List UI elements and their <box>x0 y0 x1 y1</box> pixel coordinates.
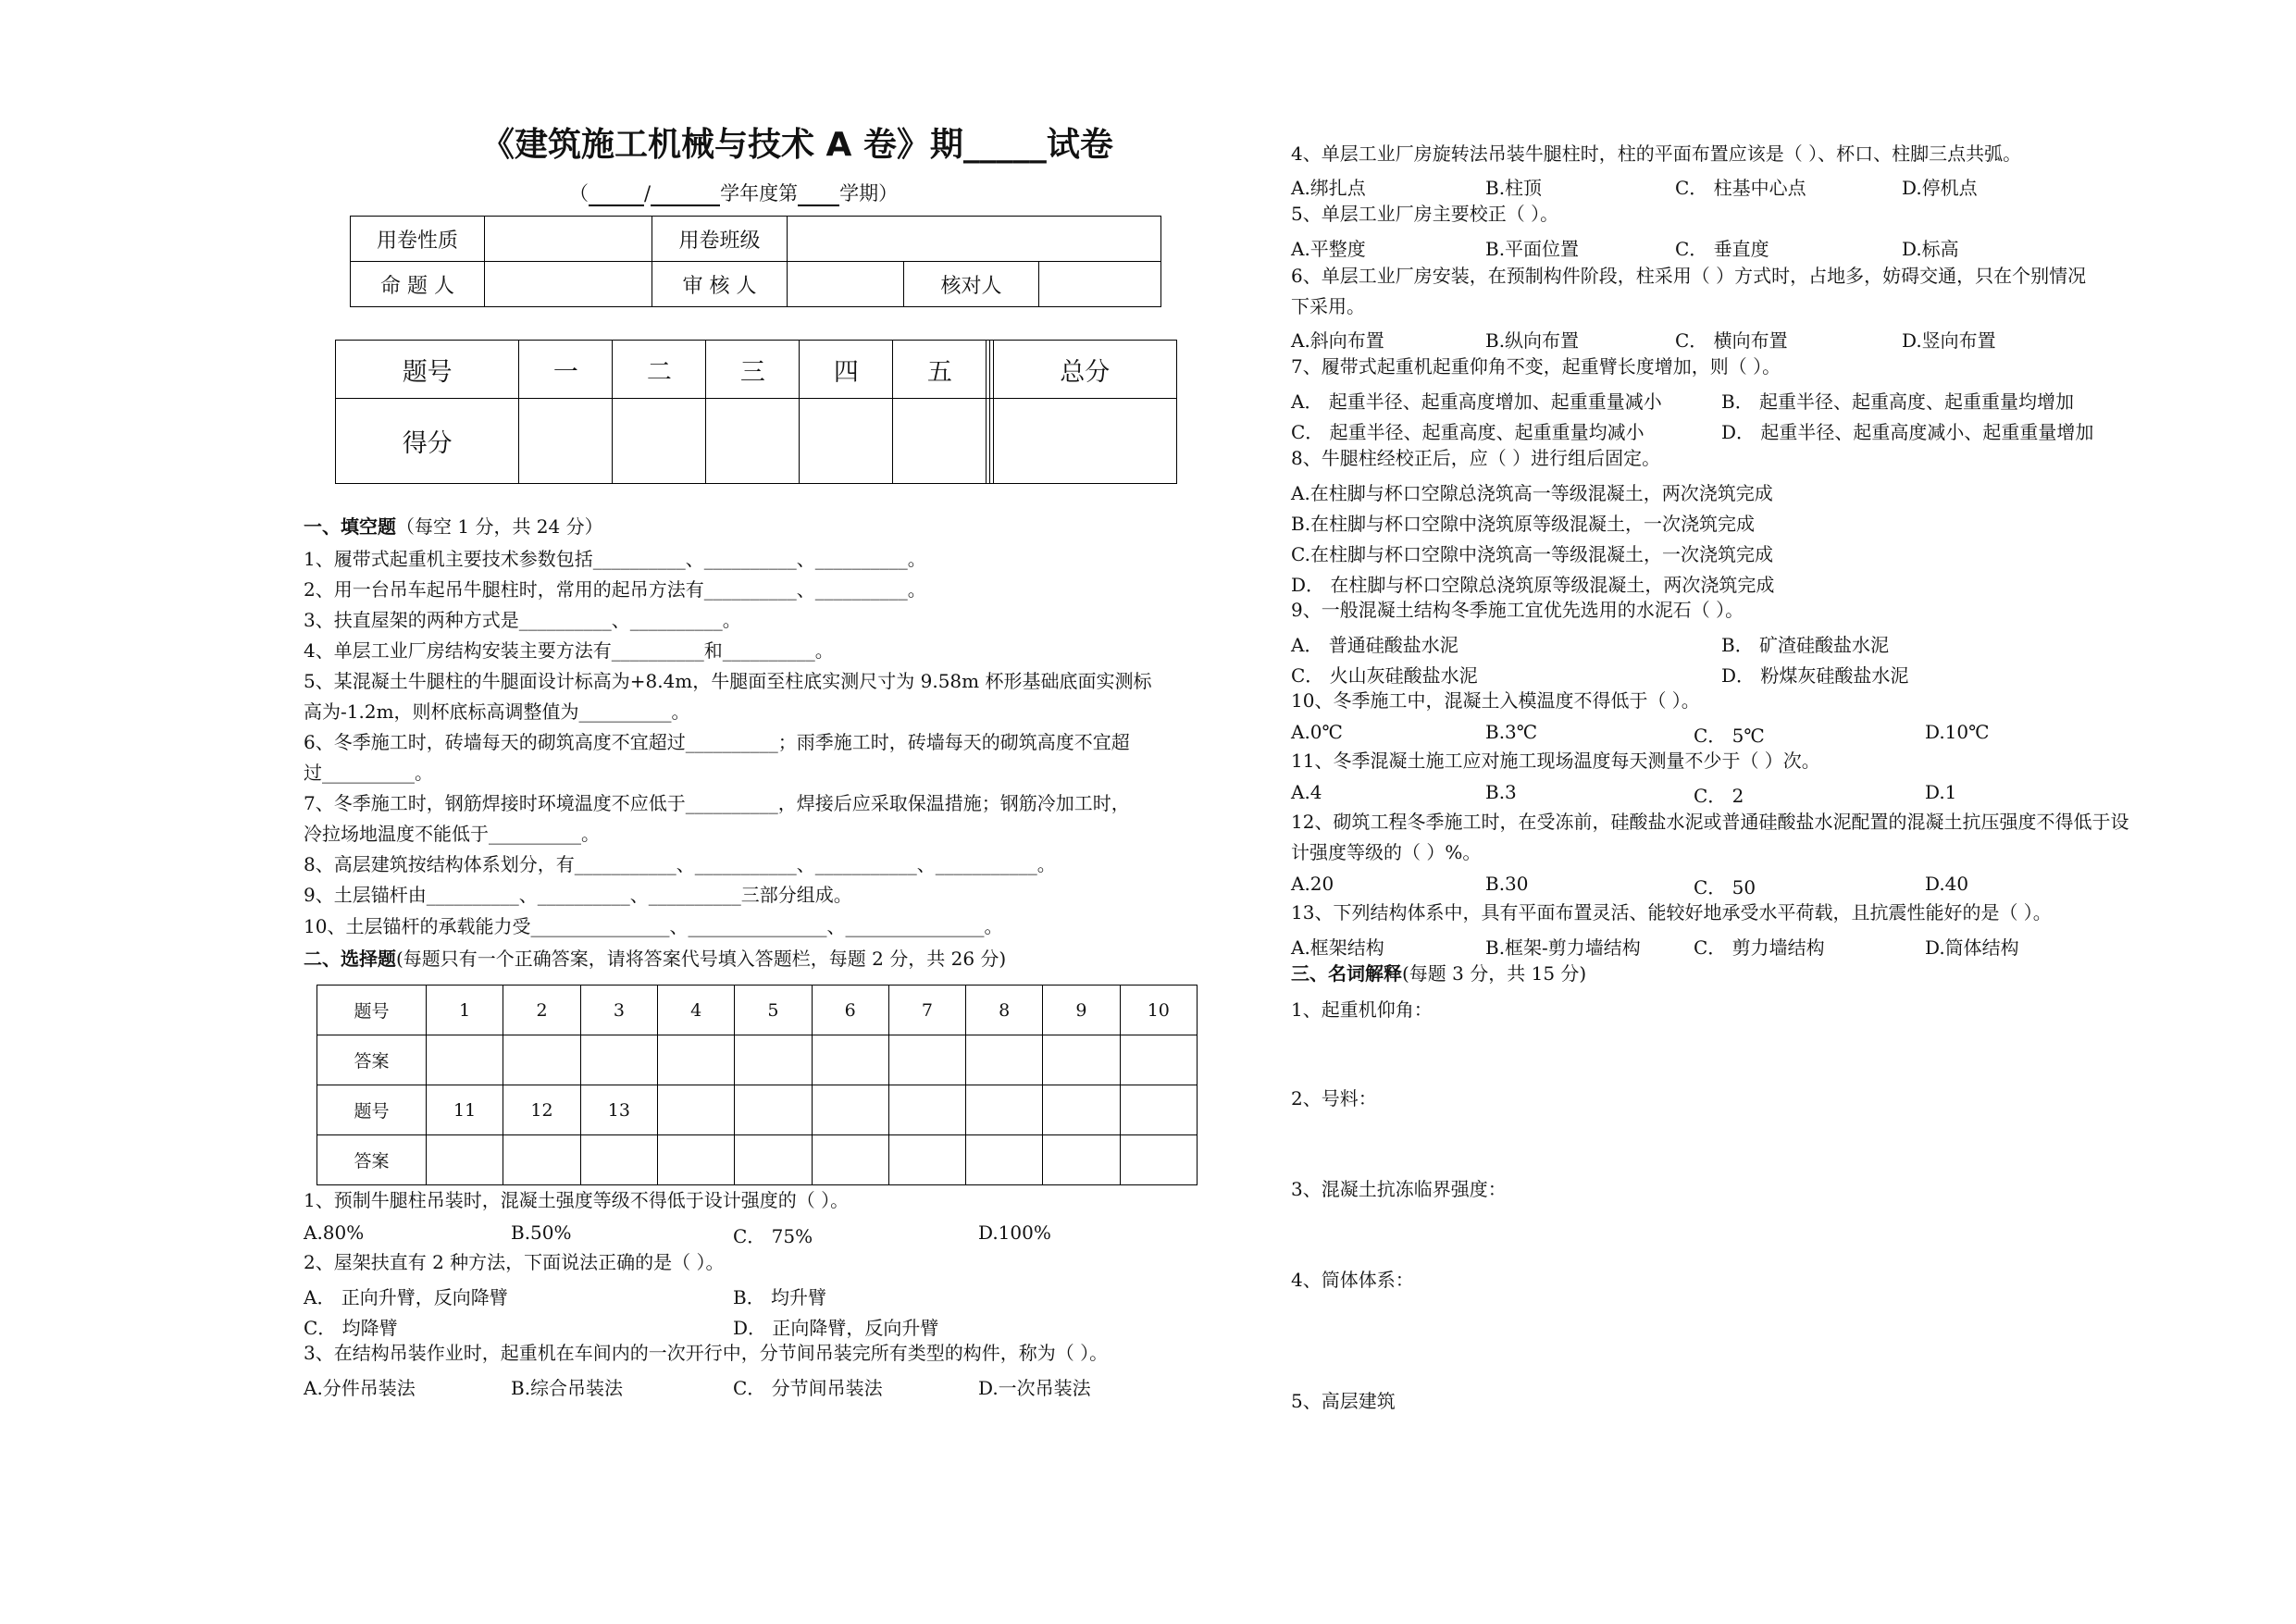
answer-cell[interactable] <box>735 1035 812 1085</box>
option: B.3 <box>1485 781 1517 803</box>
fill-in-item: 9、土层锚杆由__________、__________、__________三部分组成。 <box>304 884 852 906</box>
answer-cell[interactable] <box>426 1035 503 1085</box>
fill-in-item: 3、扶直屋架的两种方式是__________、__________。 <box>304 609 741 631</box>
score-head: 题号 <box>336 341 519 399</box>
option: B.在柱脚与杯口空隙中浇筑原等级混凝土，一次浇筑完成 <box>1291 513 1756 535</box>
question: 2、屋架扶直有 2 种方法，下面说法正确的是（ ）。 <box>304 1251 725 1273</box>
option: A.斜向布置 <box>1291 329 1384 352</box>
term-item: 4、筒体体系： <box>1291 1269 1414 1291</box>
option: C． 垂直度 <box>1675 238 1769 260</box>
question-cont: 下采用。 <box>1291 295 1365 317</box>
answer-cell[interactable] <box>1043 1035 1120 1085</box>
term-item: 5、高层建筑 <box>1291 1390 1396 1412</box>
option: B.50% <box>511 1221 572 1244</box>
fill-in-item: 10、土层锚杆的承载能力受_______________、_______________、_______________。 <box>304 915 1003 937</box>
score-cell[interactable] <box>993 399 1176 484</box>
question: 13、下列结构体系中，具有平面布置灵活、能较好地承受水平荷载，且抗震性能好的是（ ）。 <box>1291 901 2052 924</box>
section-note: （每空 1 分，共 24 分） <box>396 515 603 538</box>
fill-in-item: 高为-1.2m，则杯底标高调整值为__________。 <box>304 700 690 723</box>
question: 1、预制牛腿柱吊装时，混凝土强度等级不得低于设计强度的（ ）。 <box>304 1189 850 1211</box>
answer-cell[interactable] <box>966 1035 1043 1085</box>
question-number-cell: 11 <box>426 1085 503 1135</box>
option: C.在柱脚与杯口空隙中浇筑高一等级混凝土，一次浇筑完成 <box>1291 543 1773 565</box>
question: 6、单层工业厂房安装，在预制构件阶段，柱采用（ ）方式时，占地多，妨碍交通，只在个别情况 <box>1291 265 2087 287</box>
answer-cell[interactable] <box>658 1035 735 1085</box>
answer-row-label: 答案 <box>317 1035 427 1085</box>
answer-cell[interactable] <box>812 1135 888 1185</box>
section-heading: 一、填空题 <box>304 515 396 538</box>
section-choice <box>304 946 1006 972</box>
question-number-cell: 13 <box>580 1085 657 1135</box>
info-input-cell[interactable] <box>788 217 1161 262</box>
score-cell[interactable] <box>706 399 800 484</box>
option: A.平整度 <box>1291 238 1366 260</box>
option: C． 5℃ <box>1694 725 1765 747</box>
fill-in-item: 4、单层工业厂房结构安装主要方法有__________和__________。 <box>304 639 834 662</box>
answer-cell[interactable] <box>503 1035 580 1085</box>
score-head: 总分 <box>993 341 1176 399</box>
score-head: 三 <box>706 341 800 399</box>
question-number-cell: 6 <box>812 986 888 1035</box>
option: A． 起重半径、起重高度增加、起重重量减小 <box>1291 391 1662 413</box>
fill-in-item: 2、用一台吊车起吊牛腿柱时，常用的起吊方法有__________、__________。 <box>304 578 926 601</box>
section-heading: 二、选择题 <box>304 948 396 970</box>
answer-cell[interactable] <box>1043 1135 1120 1185</box>
question-number-cell <box>735 1085 812 1135</box>
answer-row-label: 题号 <box>317 1085 427 1135</box>
question-number-cell <box>812 1085 888 1135</box>
answer-cell[interactable] <box>580 1035 657 1085</box>
option: B.30 <box>1485 873 1529 895</box>
question-number-cell: 8 <box>966 986 1043 1035</box>
option: C． 均降臂 <box>304 1317 398 1339</box>
answer-cell[interactable] <box>426 1135 503 1185</box>
option: D.筒体结构 <box>1925 936 2019 959</box>
question: 12、砌筑工程冬季施工时，在受冻前，硅酸盐水泥或普通硅酸盐水泥配置的混凝土抗压强度不得低于设 <box>1291 811 2129 833</box>
question-number-cell <box>1043 1085 1120 1135</box>
option: B． 起重半径、起重高度、起重重量均增加 <box>1721 391 2075 413</box>
question-number-cell: 4 <box>658 986 735 1035</box>
answer-row-label: 题号 <box>317 986 427 1035</box>
score-table <box>335 340 1177 484</box>
option: D.标高 <box>1902 238 1959 260</box>
exam-title: 《建筑施工机械与技术 A 卷》期_____试卷 <box>481 126 1113 164</box>
option: D.40 <box>1925 873 1969 895</box>
answer-row-label: 答案 <box>317 1135 427 1185</box>
info-cell: 命 题 人 <box>351 262 485 307</box>
section-note: (每题 3 分，共 15 分) <box>1402 962 1587 985</box>
option: A． 普通硅酸盐水泥 <box>1291 634 1458 656</box>
score-label: 得分 <box>336 399 519 484</box>
option: B.柱顶 <box>1485 177 1543 199</box>
option: C． 分节间吊装法 <box>733 1377 883 1399</box>
question-number-cell: 9 <box>1043 986 1120 1035</box>
fill-in-item: 冷拉场地温度不能低于__________。 <box>304 823 600 845</box>
info-cell: 审 核 人 <box>652 262 788 307</box>
question-number-cell <box>1120 1085 1197 1135</box>
question-number-cell: 12 <box>503 1085 580 1135</box>
info-input-cell[interactable] <box>485 262 652 307</box>
info-input-cell[interactable] <box>788 262 904 307</box>
fill-in-item: 6、冬季施工时，砖墙每天的砌筑高度不宜超过__________；雨季施工时，砖墙每天的砌筑高度不宜超 <box>304 731 1130 753</box>
answer-table <box>316 985 1198 1185</box>
option: D． 正向降臂，反向升臂 <box>733 1317 939 1339</box>
question-number-cell: 10 <box>1120 986 1197 1035</box>
option: D.停机点 <box>1902 177 1978 199</box>
option: C． 剪力墙结构 <box>1694 936 1825 959</box>
option: C． 火山灰硅酸盐水泥 <box>1291 664 1478 687</box>
option: B.纵向布置 <box>1485 329 1580 352</box>
option: B． 均升臂 <box>733 1286 827 1308</box>
score-head: 五 <box>893 341 987 399</box>
option: D． 在柱脚与杯口空隙总浇筑原等级混凝土，两次浇筑完成 <box>1291 574 1775 596</box>
term-item: 2、号料： <box>1291 1087 1377 1110</box>
answer-cell[interactable] <box>1120 1135 1197 1185</box>
option: C． 75% <box>733 1225 813 1247</box>
option: A.80% <box>304 1221 365 1244</box>
answer-cell[interactable] <box>735 1135 812 1185</box>
section-heading: 三、名词解释 <box>1291 962 1402 985</box>
option: C． 起重半径、起重高度、起重重量均减小 <box>1291 421 1644 443</box>
option: C． 50 <box>1694 876 1756 899</box>
info-input-cell[interactable] <box>485 217 652 262</box>
option: B.平面位置 <box>1485 238 1580 260</box>
score-cell[interactable] <box>800 399 893 484</box>
fill-in-item: 7、冬季施工时，钢筋焊接时环境温度不应低于__________，焊接后应采取保温措施；钢筋冷加工时， <box>304 792 1130 814</box>
section-fill-in <box>304 514 603 539</box>
option: B.3℃ <box>1485 721 1538 743</box>
answer-cell[interactable] <box>658 1135 735 1185</box>
option: D.1 <box>1925 781 1957 803</box>
question-number-cell: 1 <box>426 986 503 1035</box>
option: D.一次吊装法 <box>978 1377 1091 1399</box>
info-cell: 核对人 <box>904 262 1039 307</box>
fill-in-item: 8、高层建筑按结构体系划分，有___________、___________、___________、___________。 <box>304 853 1056 875</box>
question: 4、单层工业厂房旋转法吊装牛腿柱时，柱的平面布置应该是（ ）、杯口、柱脚三点共弧。 <box>1291 143 2022 165</box>
info-input-cell[interactable] <box>1039 262 1161 307</box>
question: 7、履带式起重机起重仰角不变，起重臂长度增加，则（ ）。 <box>1291 355 1781 378</box>
fill-in-item: 过__________。 <box>304 762 433 784</box>
option: C． 2 <box>1694 785 1744 807</box>
answer-cell[interactable] <box>966 1135 1043 1185</box>
score-cell[interactable] <box>519 399 613 484</box>
option: D． 粉煤灰硅酸盐水泥 <box>1721 664 1909 687</box>
option: C． 柱基中心点 <box>1675 177 1806 199</box>
question: 9、一般混凝土结构冬季施工宜优先选用的水泥石（ ）。 <box>1291 599 1744 621</box>
option: B.综合吊装法 <box>511 1377 624 1399</box>
score-head: 一 <box>519 341 613 399</box>
fill-in-item: 1、履带式起重机主要技术参数包括__________、__________、__________。 <box>304 548 926 570</box>
option: C． 横向布置 <box>1675 329 1788 352</box>
term-item: 1、起重机仰角： <box>1291 998 1433 1021</box>
question: 10、冬季施工中，混凝土入模温度不得低于（ ）。 <box>1291 689 1700 712</box>
info-cell: 用卷性质 <box>351 217 485 262</box>
exam-subtitle: （ / 学年度第 学期） <box>569 182 899 205</box>
answer-cell[interactable] <box>580 1135 657 1185</box>
option: A.框架结构 <box>1291 936 1384 959</box>
score-cell[interactable] <box>893 399 987 484</box>
question-number-cell: 3 <box>580 986 657 1035</box>
question-number-cell <box>966 1085 1043 1135</box>
option: B.框架-剪力墙结构 <box>1485 936 1641 959</box>
score-cell[interactable] <box>613 399 706 484</box>
option: A.绑扎点 <box>1291 177 1366 199</box>
info-cell: 用卷班级 <box>652 217 788 262</box>
score-head: 四 <box>800 341 893 399</box>
option: A.4 <box>1291 781 1322 803</box>
term-item: 3、混凝土抗冻临界强度： <box>1291 1178 1507 1200</box>
answer-cell[interactable] <box>888 1135 965 1185</box>
option: D.100% <box>978 1221 1051 1244</box>
fill-in-item: 5、某混凝土牛腿柱的牛腿面设计标高为+8.4m，牛腿面至柱底实测尺寸为 9.58m 杯形基础底面实测标 <box>304 670 1152 692</box>
section-note: (每题只有一个正确答案，请将答案代号填入答题栏，每题 2 分，共 26 分) <box>396 948 1007 970</box>
option: D.竖向布置 <box>1902 329 1996 352</box>
option: A.分件吊装法 <box>304 1377 416 1399</box>
section-terms <box>1291 961 1586 986</box>
option: A.0℃ <box>1291 721 1343 743</box>
answer-cell[interactable] <box>503 1135 580 1185</box>
answer-cell[interactable] <box>1120 1035 1197 1085</box>
question-number-cell <box>658 1085 735 1135</box>
option: A.20 <box>1291 873 1334 895</box>
question: 3、在结构吊装作业时，起重机在车间内的一次开行中，分节间吊装完所有类型的构件，称为（ ）。 <box>304 1342 1109 1364</box>
score-head: 二 <box>613 341 706 399</box>
answer-cell[interactable] <box>812 1035 888 1085</box>
option: D.10℃ <box>1925 721 1990 743</box>
question-cont: 计强度等级的（ ）%。 <box>1291 841 1482 863</box>
question: 11、冬季混凝土施工应对施工现场温度每天测量不少于（ ）次。 <box>1291 750 1820 772</box>
answer-cell[interactable] <box>888 1035 965 1085</box>
question-number-cell: 2 <box>503 986 580 1035</box>
option: A． 正向升臂，反向降臂 <box>304 1286 508 1308</box>
year-label: 学年度第 <box>720 182 799 205</box>
question-number-cell: 5 <box>735 986 812 1035</box>
question: 8、牛腿柱经校正后，应（ ）进行组后固定。 <box>1291 447 1661 469</box>
question-number-cell: 7 <box>888 986 965 1035</box>
info-table <box>350 216 1161 307</box>
option: A.在柱脚与杯口空隙总浇筑高一等级混凝土，两次浇筑完成 <box>1291 482 1773 504</box>
term-label: 学期 <box>839 182 879 205</box>
question-number-cell <box>888 1085 965 1135</box>
option: D． 起重半径、起重高度减小、起重重量增加 <box>1721 421 2094 443</box>
question: 5、单层工业厂房主要校正（ ）。 <box>1291 203 1559 225</box>
option: B． 矿渣硅酸盐水泥 <box>1721 634 1890 656</box>
